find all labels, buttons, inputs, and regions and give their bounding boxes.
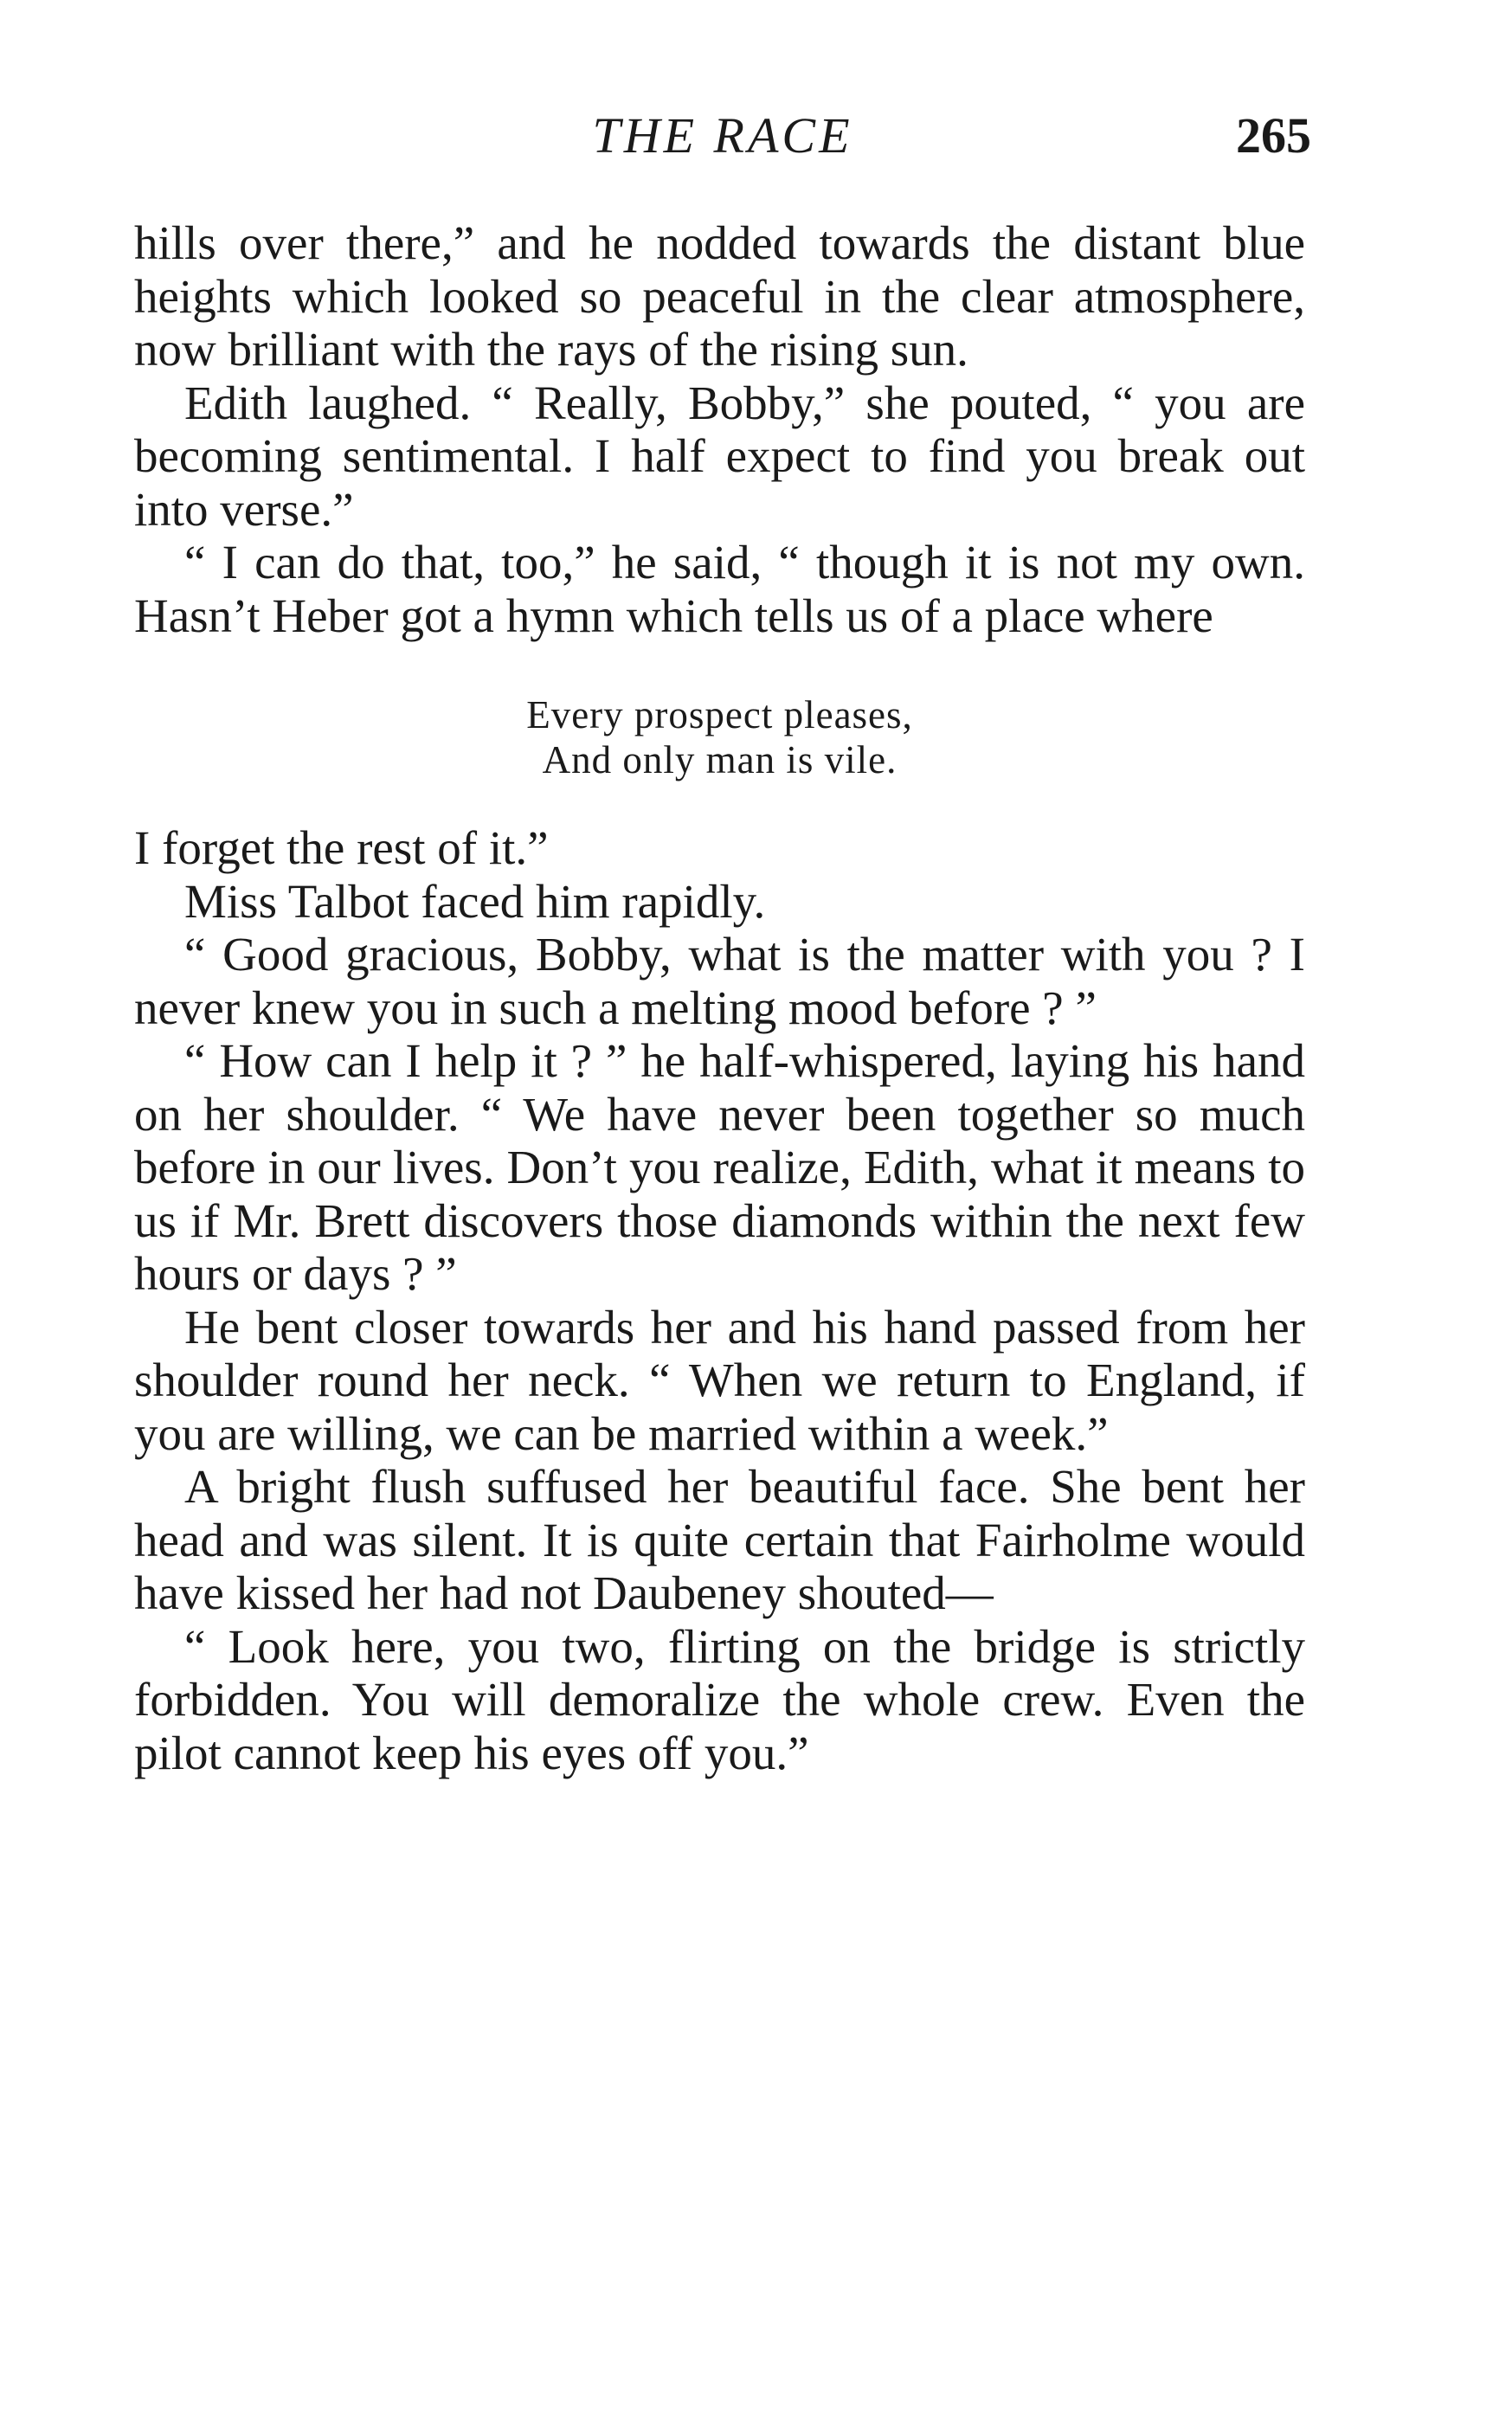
paragraph: Miss Talbot faced him rapidly. <box>184 874 766 928</box>
body-text <box>134 216 1305 1779</box>
paragraph: “ How can I help it ? ” he half-whispered, laying his hand on her shoulder. “ We have never been together so much before in our lives. Don’t you realize, Edith, what it means to us if Mr. Brett discovers those diamonds within the next few hours or days ? ” <box>134 1034 1305 1300</box>
verse-line: Every prospect pleases, <box>526 693 913 736</box>
page-number: 265 <box>1236 107 1311 164</box>
paragraph: I forget the rest of it.” <box>134 821 549 874</box>
page-header <box>134 106 1311 166</box>
paragraph: “ I can do that, too,” he said, “ though it is not my own. Hasn’t Heber got a hymn which tells us of a place where <box>134 536 1305 642</box>
verse-line: And only man is vile. <box>542 738 898 781</box>
paragraph: “ Good gracious, Bobby, what is the matter with you ? I never knew you in such a melting mood before ? ” <box>134 928 1305 1034</box>
text-before-verse <box>134 216 1305 642</box>
running-title: THE RACE <box>592 107 853 164</box>
paragraph: “ Look here, you two, flirting on the bridge is strictly forbidden. You will demoralize the whole crew. Even the pilot cannot keep his eyes off you.” <box>134 1619 1305 1779</box>
text-after-verse <box>134 821 1305 1779</box>
paragraph: Edith laughed. “ Really, Bobby,” she pouted, “ you are becoming sentimental. I half expect to find you break out into verse.” <box>134 376 1305 536</box>
paragraph: He bent closer towards her and his hand passed from her shoulder round her neck. “ When we return to England, if you are willing, we can be married within a week.” <box>134 1300 1305 1460</box>
paragraph: A bright flush suffused her beautiful face. She bent her head and was silent. It is quite certain that Fairholme would have kissed her had not Daubeney shouted— <box>134 1460 1305 1619</box>
paragraph: hills over there,” and he nodded towards the distant blue heights which looked so peaceful in the clear atmosphere, now brilliant with the rays of the rising sun. <box>134 216 1305 376</box>
verse-quotation <box>134 642 1305 821</box>
